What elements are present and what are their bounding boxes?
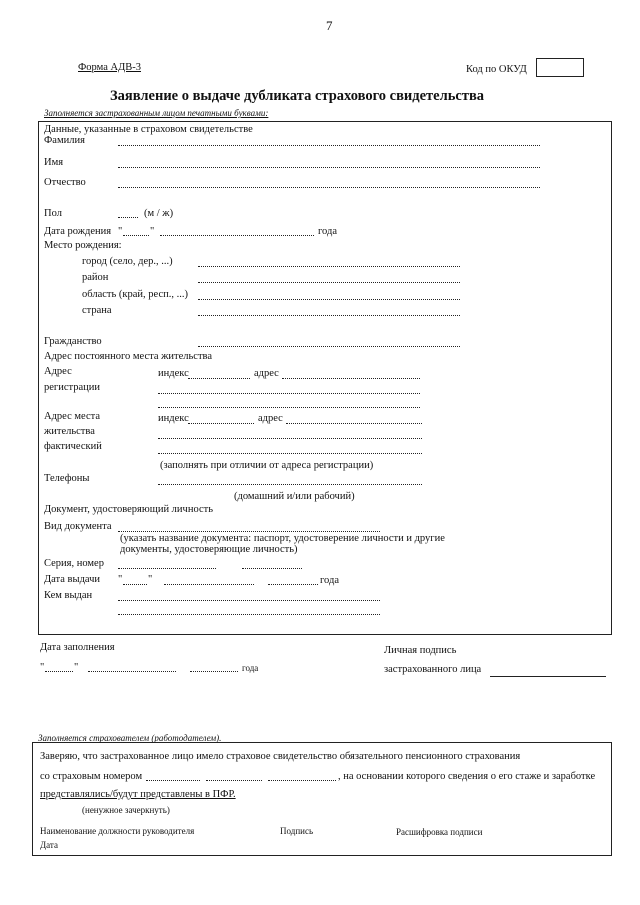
signature-label: Личная подпись bbox=[384, 645, 457, 656]
number-field[interactable] bbox=[242, 568, 302, 569]
birth-day-field[interactable] bbox=[123, 235, 149, 236]
name-label: Имя bbox=[44, 157, 64, 168]
actual-address-label: Адрес места bbox=[44, 411, 100, 422]
city-field[interactable] bbox=[198, 266, 460, 267]
country-label: страна bbox=[82, 305, 112, 316]
issue-year-word: года bbox=[320, 575, 339, 586]
employer-note: Заполняется страхователем (работодателем). bbox=[38, 733, 222, 743]
country-field[interactable] bbox=[198, 315, 460, 316]
employer-signature-label: Подпись bbox=[280, 826, 314, 836]
reg-address-field-3[interactable] bbox=[158, 407, 420, 408]
birth-month-year-field[interactable] bbox=[160, 235, 314, 236]
city-label: город (село, дер., ...) bbox=[82, 256, 173, 267]
district-field[interactable] bbox=[198, 282, 460, 283]
actual-index-label: индекс bbox=[158, 413, 189, 424]
birth-year-word: года bbox=[318, 226, 337, 237]
page-number: 7 bbox=[326, 18, 333, 33]
okud-label: Код по ОКУД bbox=[466, 64, 527, 75]
actual-address-field-2[interactable] bbox=[158, 438, 422, 439]
phones-field[interactable] bbox=[158, 484, 422, 485]
address-title: Адрес постоянного места жительства bbox=[44, 351, 213, 362]
sex-label: Пол bbox=[44, 208, 62, 219]
fill-year-field[interactable] bbox=[190, 671, 238, 672]
insurance-number-field-2[interactable] bbox=[206, 780, 262, 781]
issue-year-field[interactable] bbox=[268, 584, 318, 585]
issued-by-field-1[interactable] bbox=[118, 600, 380, 601]
issue-day-quote-close: " bbox=[148, 574, 153, 585]
issue-day-quote-open: " bbox=[118, 574, 123, 585]
doc-type-hint-2: документы, удостоверяющие личность) bbox=[120, 544, 298, 555]
birth-day-quote-close: " bbox=[150, 226, 155, 237]
actual-address-field-3[interactable] bbox=[158, 453, 422, 454]
section-data-title: Данные, указанные в страховом свидетельстве bbox=[44, 124, 253, 135]
fill-year-word: года bbox=[242, 663, 259, 673]
actual-address-hint: (заполнять при отличии от адреса регистрации) bbox=[160, 460, 374, 471]
employer-text-1: Заверяю, что застрахованное лицо имело страховое свидетельство обязательного пенсионного страхования bbox=[40, 751, 521, 762]
employer-text-2a: со страховым номером bbox=[40, 771, 143, 782]
patronymic-label: Отчество bbox=[44, 177, 86, 188]
page-title: Заявление о выдаче дубликата страхового свидетельства bbox=[110, 88, 485, 104]
reg-address-field-2[interactable] bbox=[158, 393, 420, 394]
patronymic-field[interactable] bbox=[118, 187, 540, 188]
employer-date-label: Дата bbox=[40, 840, 58, 850]
sex-hint: (м / ж) bbox=[144, 208, 174, 219]
reg-address-field-1[interactable] bbox=[282, 378, 420, 379]
district-label: район bbox=[82, 272, 109, 283]
person-note: Заполняется застрахованным лицом печатными буквами: bbox=[44, 108, 269, 118]
region-field[interactable] bbox=[198, 299, 460, 300]
signature-field[interactable] bbox=[490, 676, 606, 677]
issue-month-field[interactable] bbox=[164, 584, 254, 585]
fill-day-field[interactable] bbox=[45, 671, 73, 672]
reg-address-label: Адрес bbox=[44, 366, 72, 377]
issued-by-field-2[interactable] bbox=[118, 614, 380, 615]
fill-day-quote-close: " bbox=[74, 662, 79, 673]
issued-by-label: Кем выдан bbox=[44, 590, 93, 601]
doc-type-hint-1: (указать название документа: паспорт, удостоверение личности и другие bbox=[120, 533, 445, 544]
sex-field[interactable] bbox=[118, 217, 138, 218]
fill-month-field[interactable] bbox=[88, 671, 176, 672]
surname-label: Фамилия bbox=[44, 135, 85, 146]
reg-index-label: индекс bbox=[158, 368, 189, 379]
actual-index-field[interactable] bbox=[188, 423, 254, 424]
citizenship-field[interactable] bbox=[198, 346, 460, 347]
position-label: Наименование должности руководителя bbox=[40, 826, 195, 836]
fill-day-quote-open: " bbox=[40, 662, 45, 673]
phones-hint: (домашний и/или рабочий) bbox=[234, 491, 355, 502]
fill-date-label: Дата заполнения bbox=[40, 642, 115, 653]
doc-type-label: Вид документа bbox=[44, 521, 112, 532]
birth-day-quote-open: " bbox=[118, 226, 123, 237]
reg-index-field[interactable] bbox=[188, 378, 250, 379]
actual-address-label-3: фактический bbox=[44, 441, 102, 452]
employer-text-2b: , на основании которого сведения о его стаже и заработке bbox=[338, 771, 596, 782]
citizenship-label: Гражданство bbox=[44, 336, 102, 347]
series-field[interactable] bbox=[118, 568, 216, 569]
strike-note: (ненужное зачеркнуть) bbox=[82, 805, 170, 815]
actual-address-label-2: жительства bbox=[44, 426, 95, 437]
reg-address-word: адрес bbox=[254, 368, 279, 379]
okud-code-field[interactable] bbox=[536, 58, 584, 77]
signature-label-2: застрахованного лица bbox=[384, 664, 482, 675]
issue-date-label: Дата выдачи bbox=[44, 574, 101, 585]
insurance-number-field-3[interactable] bbox=[268, 780, 336, 781]
reg-address-label-2: регистрации bbox=[44, 382, 100, 393]
name-field[interactable] bbox=[118, 167, 540, 168]
phones-label: Телефоны bbox=[44, 473, 90, 484]
issue-day-field[interactable] bbox=[123, 584, 147, 585]
insurance-number-field-1[interactable] bbox=[146, 780, 200, 781]
form-code: Форма АДВ-3 bbox=[78, 62, 141, 73]
actual-address-field-1[interactable] bbox=[286, 423, 422, 424]
doc-type-field[interactable] bbox=[118, 531, 380, 532]
region-label: область (край, респ., ...) bbox=[82, 289, 188, 300]
series-number-label: Серия, номер bbox=[44, 558, 104, 569]
birth-date-label: Дата рождения bbox=[44, 226, 112, 237]
decoding-label: Расшифровка подписи bbox=[396, 827, 483, 837]
employer-text-3: представлялись/будут представлены в ПФР. bbox=[40, 789, 236, 800]
surname-field[interactable] bbox=[118, 145, 540, 146]
birth-place-label: Место рождения: bbox=[44, 240, 122, 251]
actual-address-word: адрес bbox=[258, 413, 283, 424]
id-doc-title: Документ, удостоверяющий личность bbox=[44, 504, 213, 515]
